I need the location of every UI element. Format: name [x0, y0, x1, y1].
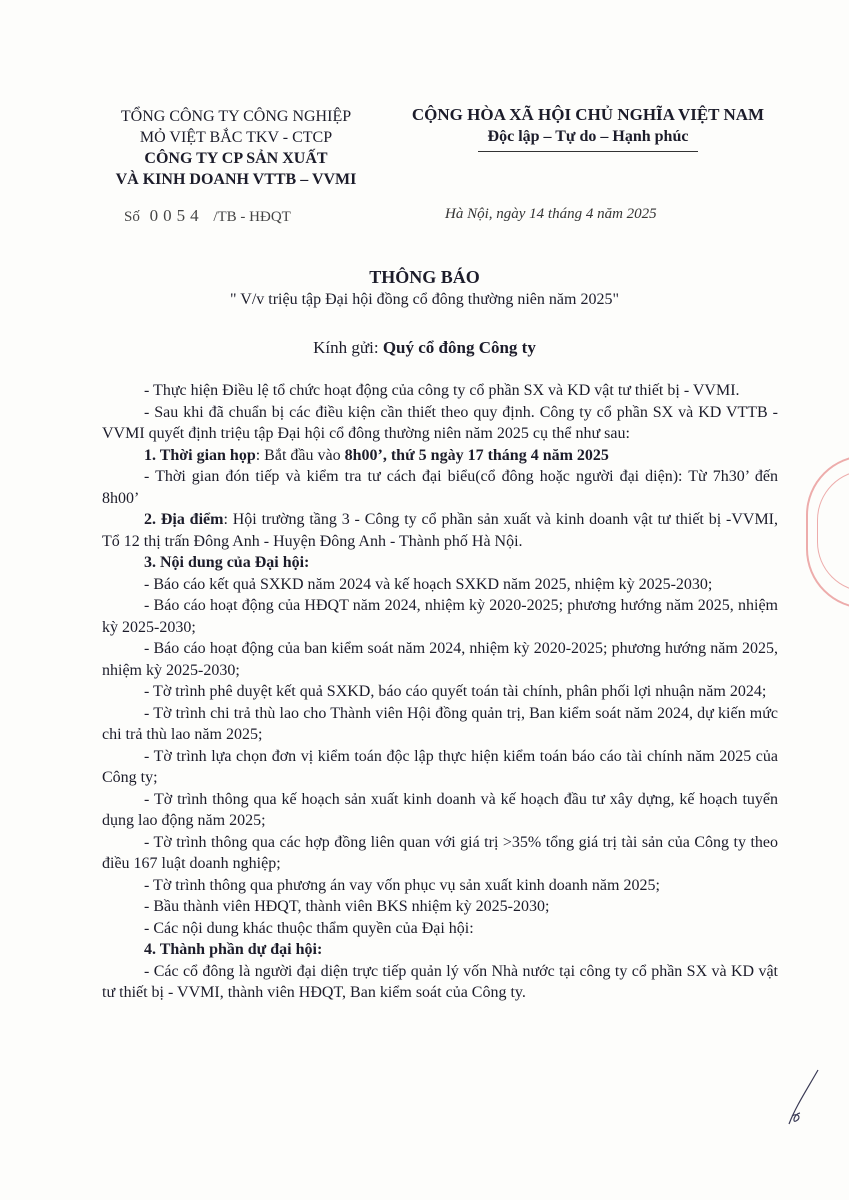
paragraph-2: - Sau khi đã chuẩn bị các điều kiện cần thiết theo quy định. Công ty cổ phần SX và KD VTTB - VVMI quyết định triệu tập Đại hội cổ đông thường niên năm 2025 cụ thể như sau: [102, 403, 778, 442]
section-1-label: 1. Thời gian họp [144, 446, 256, 464]
section-2-text: : Hội trường tầng 3 - Công ty cổ phần sản xuất và kinh doanh vật tư thiết bị -VVMI, Tổ 12 thị trấn Đông Anh - Huyện Đông Anh - Thành phố Hà Nội. [102, 511, 778, 550]
agenda-item: - Báo cáo hoạt động của HĐQT năm 2024, nhiệm kỳ 2020-2025; phương hướng năm 2025, nhiệm kỳ 2025-2030; [102, 597, 778, 636]
document-reference [124, 206, 291, 226]
agenda-item: - Tờ trình chi trả thù lao cho Thành viên Hội đồng quản trị, Ban kiểm soát năm 2024, dự kiến mức chi trả thù lao năm 2025; [102, 704, 778, 743]
agenda-item: - Báo cáo hoạt động của ban kiểm soát năm 2024, nhiệm kỳ 2020-2025; phương hướng năm 2025, nhiệm kỳ 2025-2030; [102, 640, 778, 679]
greeting [0, 338, 849, 358]
agenda-item: - Bầu thành viên HĐQT, thành viên BKS nhiệm kỳ 2025-2030; [144, 898, 550, 915]
issuer-line-1: TỔNG CÔNG TY CÔNG NGHIỆP [120, 108, 352, 125]
section-4-text: - Các cổ đông là người đại diện trực tiếp quản lý vốn Nhà nước tại công ty cổ phần SX và KD vật tư thiết bị - VVMI, thành viên HĐQT, Ban kiểm soát của Công ty. [102, 962, 778, 1001]
agenda-item: - Tờ trình lựa chọn đơn vị kiểm toán độc lập thực hiện kiểm toán báo cáo tài chính năm 2025 của Công ty; [102, 747, 778, 786]
document-date: Hà Nội, ngày 14 tháng 4 năm 2025 [445, 206, 657, 222]
agenda-item: - Tờ trình phê duyệt kết quả SXKD, báo cáo quyết toán tài chính, phân phối lợi nhuận năm 2024; [144, 683, 767, 700]
section-3-label: 3. Nội dung của Đại hội: [144, 554, 310, 571]
national-motto: Độc lập – Tự do – Hạnh phúc [487, 128, 689, 145]
reference-suffix: /TB - HĐQT [213, 209, 291, 225]
national-header [392, 104, 784, 152]
document-subtitle: " V/v triệu tập Đại hội đồng cổ đông thường niên năm 2025" [230, 291, 619, 308]
section-2 [102, 509, 778, 552]
agenda-item: - Tờ trình thông qua kế hoạch sản xuất kinh doanh và kế hoạch đầu tư xây dựng, kế hoạch tuyển dụng lao động năm 2025; [102, 790, 778, 829]
agenda-item: - Báo cáo kết quả SXKD năm 2024 và kế hoạch SXKD năm 2025, nhiệm kỳ 2025-2030; [144, 575, 713, 593]
greeting-recipient: Quý cổ đông Công ty [382, 338, 536, 357]
agenda-item: - Các nội dung khác thuộc thẩm quyền của Đại hội: [144, 919, 474, 937]
reference-prefix: Số [124, 209, 140, 225]
reference-number: 0054 [149, 206, 204, 225]
issuer-line-3: CÔNG TY CP SẢN XUẤT [144, 150, 328, 167]
document-title: THÔNG BÁO [369, 267, 480, 287]
national-title: CỘNG HÒA XÃ HỘI CHỦ NGHĨA VIỆT NAM [411, 105, 765, 124]
section-1-text: : Bắt đầu vào [255, 446, 345, 464]
issuer-line-4: VÀ KINH DOANH VTTB – VVMI [115, 171, 357, 188]
section-4-label: 4. Thành phần dự đại hội: [144, 941, 323, 958]
paragraph-1: - Thực hiện Điều lệ tổ chức hoạt động của công ty cổ phần SX và KD vật tư thiết bị - VVMI. [144, 382, 740, 399]
greeting-label: Kính gửi: [313, 338, 379, 357]
agenda-item: - Tờ trình thông qua phương án vay vốn phục vụ sản xuất kinh doanh năm 2025; [144, 876, 660, 894]
agenda-item: - Tờ trình thông qua các hợp đồng liên quan với giá trị >35% tổng giá trị tài sản của Công ty theo điều 167 luật doanh nghiệp; [102, 833, 778, 872]
section-1-sub: - Thời gian đón tiếp và kiểm tra tư cách đại biểu(cổ đông hoặc người đại diện): Từ 7h30’ đến 8h00’ [102, 468, 778, 507]
issuer-line-2: MỎ VIỆT BẮC TKV - CTCP [139, 129, 333, 146]
document-body [102, 380, 778, 1004]
section-1 [102, 445, 778, 467]
issuer-header [100, 106, 372, 190]
motto-underline [478, 151, 698, 152]
section-1-time: 8h00’, thứ 5 ngày 17 tháng 4 năm 2025 [344, 446, 609, 464]
initial-signature-mark [784, 1066, 824, 1126]
section-2-label: 2. Địa điểm [144, 511, 224, 528]
